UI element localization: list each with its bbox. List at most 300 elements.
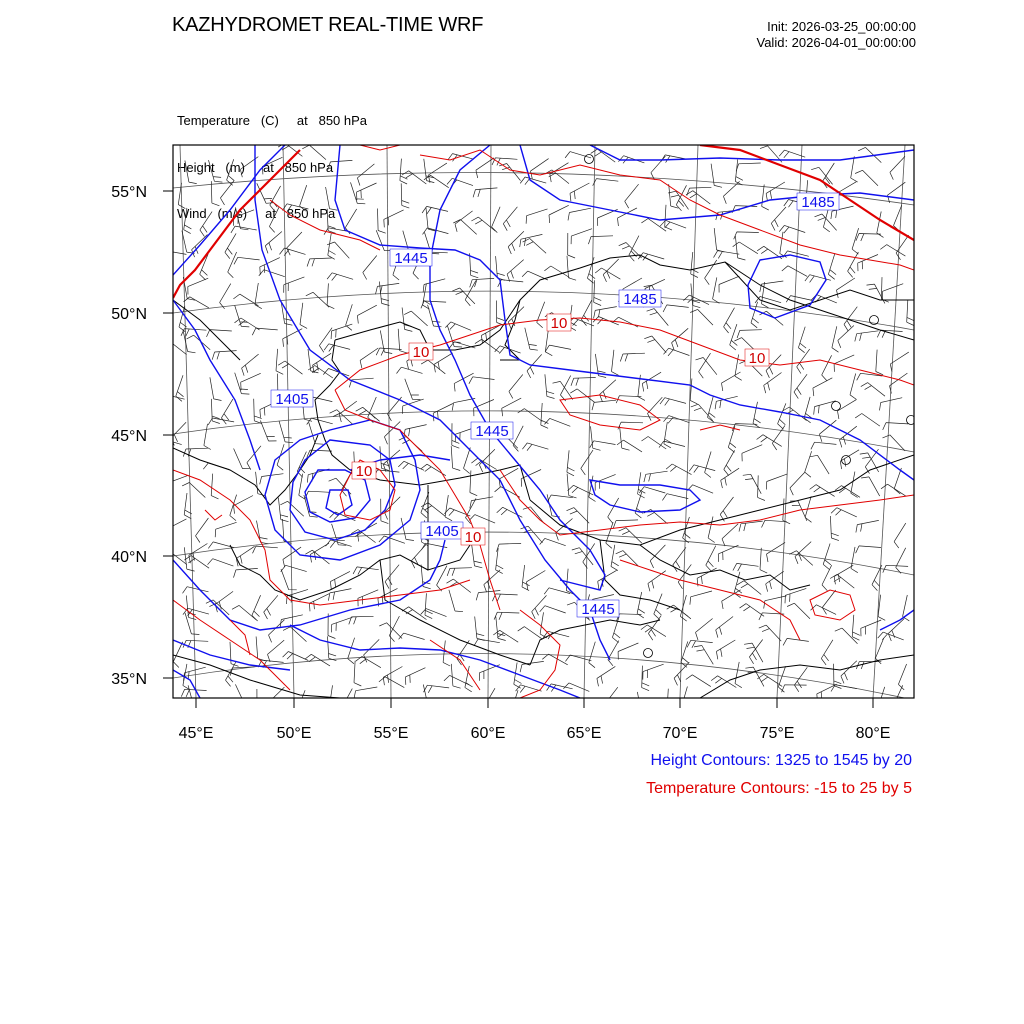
wind-barb	[619, 528, 642, 543]
wind-barb	[722, 524, 738, 546]
wind-barb	[523, 239, 547, 254]
lon-label: 55°E	[373, 725, 409, 742]
wind-barb	[526, 209, 547, 224]
wind-barb	[766, 571, 784, 591]
wind-barb	[753, 402, 761, 428]
wind-barb	[691, 404, 713, 421]
wind-barb	[880, 398, 903, 411]
wind-barb	[327, 273, 353, 281]
wind-barb	[368, 397, 377, 423]
wind-barb	[385, 565, 399, 589]
wind-barb	[156, 438, 182, 444]
wind-barb	[570, 389, 594, 402]
wind-barb	[804, 397, 812, 423]
wind-barb	[211, 181, 219, 206]
wind-barb	[476, 158, 494, 178]
wind-barb	[405, 379, 421, 400]
wind-barb	[644, 336, 666, 353]
wind-barb	[445, 495, 452, 521]
wind-barb	[235, 684, 252, 704]
wind-barb	[613, 317, 639, 327]
wind-barb	[861, 620, 881, 636]
wind-barb	[890, 373, 908, 393]
wind-barb	[168, 475, 189, 491]
wind-barb	[234, 449, 251, 469]
wind-barb	[209, 160, 223, 182]
wind-barb	[401, 183, 409, 208]
lat-label: 55°N	[111, 184, 147, 201]
wind-barb	[696, 619, 713, 641]
wind-barb	[835, 486, 860, 498]
wind-barb	[511, 690, 518, 716]
wind-barb	[594, 307, 617, 319]
wind-barb	[751, 302, 759, 328]
wind-barb	[705, 260, 717, 285]
height-label: 1405	[425, 523, 459, 540]
wind-barb	[736, 163, 761, 171]
wind-barb	[299, 474, 306, 500]
wind-barb	[475, 617, 485, 641]
wind-barb	[423, 279, 445, 293]
wind-barb	[724, 308, 735, 333]
wind-barb	[449, 590, 463, 612]
wind-barb	[835, 628, 858, 644]
wind-barb	[330, 571, 350, 589]
wind-barb	[457, 640, 469, 665]
wind-barb	[423, 685, 436, 708]
wind-barb	[496, 548, 504, 574]
wind-barb	[496, 617, 506, 641]
wind-barb	[838, 326, 854, 348]
wind-barb	[620, 426, 630, 450]
wind-barb	[283, 627, 306, 642]
wind-barb	[184, 297, 209, 308]
wind-barb	[260, 421, 276, 442]
wind-barb	[785, 588, 806, 603]
wind-barb	[469, 377, 495, 384]
wind-barb	[647, 309, 669, 326]
wind-barb	[878, 687, 885, 713]
lon-label: 80°E	[855, 725, 891, 742]
wind-barb	[830, 516, 839, 541]
wind-barb	[735, 236, 745, 260]
wind-barb	[518, 627, 543, 640]
wind-barb	[706, 546, 716, 572]
wind-barb	[723, 181, 739, 203]
wind-barb	[302, 145, 326, 160]
wind-barb	[837, 278, 855, 298]
wind-barb	[508, 231, 524, 254]
wind-barb	[764, 596, 787, 609]
wind-barb	[469, 515, 495, 524]
wind-barb	[328, 589, 351, 601]
valid-time: Valid: 2026-04-01_00:00:00	[756, 35, 916, 50]
wind-barb	[549, 205, 569, 223]
wind-barb	[211, 399, 219, 424]
wind-barb	[404, 425, 427, 438]
wind-barb	[598, 209, 618, 226]
wind-barb	[255, 283, 262, 309]
wind-barb	[522, 443, 548, 451]
wind-barb	[507, 260, 524, 282]
wind-barb	[307, 258, 332, 267]
wind-barb	[502, 398, 522, 416]
wind-barb	[635, 492, 643, 518]
wind-barb	[637, 592, 645, 618]
wind-barb	[832, 326, 839, 352]
wind-barb	[771, 207, 786, 231]
wind-barb	[332, 524, 347, 545]
lon-label: 70°E	[662, 725, 698, 742]
wind-barb	[232, 605, 256, 619]
wind-barb	[471, 217, 495, 231]
wind-barb	[544, 418, 570, 426]
wind-barb	[499, 164, 520, 181]
wind-barb	[265, 232, 282, 254]
wind-barb	[699, 353, 711, 378]
wind-barb	[348, 638, 355, 664]
wind-barb	[182, 231, 195, 254]
wind-barb	[716, 640, 735, 659]
wind-barb	[618, 208, 638, 226]
wind-barb	[782, 266, 807, 277]
wind-barb	[667, 689, 674, 714]
wind-barb	[513, 426, 523, 452]
wind-barb	[760, 548, 767, 573]
wind-barb	[183, 330, 196, 353]
wind-barb	[484, 688, 495, 713]
height-label: 1405	[275, 391, 309, 408]
wind-barb	[787, 603, 810, 619]
wind-barb	[588, 236, 613, 244]
wind-barb	[167, 519, 187, 537]
wind-barb	[425, 593, 433, 618]
wind-barb	[591, 426, 601, 450]
wind-barb	[708, 517, 715, 543]
height-label: 1485	[623, 291, 657, 308]
wind-barb	[183, 608, 209, 616]
wind-barb	[757, 674, 782, 686]
wind-barb	[287, 589, 309, 604]
lat-label: 40°N	[111, 549, 147, 566]
wind-barb	[447, 326, 462, 347]
wind-barb	[383, 667, 402, 686]
lat-labels	[111, 184, 147, 688]
wind-barb	[196, 518, 209, 543]
wind-barb	[479, 665, 499, 681]
wind-barb	[544, 266, 569, 278]
wind-barb	[235, 305, 250, 327]
wind-barb	[183, 448, 208, 456]
wind-barb	[281, 565, 307, 571]
wind-barb	[388, 397, 402, 421]
wind-barb	[520, 177, 546, 185]
wind-barb	[740, 604, 765, 617]
wind-barb	[447, 568, 472, 576]
wind-barb	[225, 233, 236, 258]
wind-barb	[306, 292, 329, 307]
wind-barb	[404, 311, 427, 326]
wind-barb	[357, 183, 377, 200]
wind-barb	[805, 451, 812, 477]
wind-barb	[378, 209, 386, 234]
wind-barb	[643, 664, 664, 679]
wind-barb	[840, 450, 859, 469]
wind-barb	[592, 400, 616, 410]
wind-barb	[257, 689, 265, 714]
wind-barb	[402, 607, 427, 620]
wind-barb	[434, 353, 453, 372]
wind-barb	[907, 300, 915, 325]
wind-barb	[188, 278, 208, 294]
wind-barb	[281, 569, 297, 590]
wind-barb	[686, 191, 710, 204]
wind-barb	[252, 328, 277, 335]
wind-barb	[681, 687, 689, 713]
wind-barb	[328, 160, 352, 169]
wind-barb	[716, 617, 733, 638]
wind-barb	[230, 642, 239, 667]
wind-barb	[215, 522, 236, 537]
wind-barb	[473, 188, 497, 197]
wind-barb	[708, 396, 716, 422]
temperature-contour-labels	[352, 314, 769, 546]
wind-barb	[453, 220, 476, 235]
wind-barb	[713, 277, 720, 303]
wind-barb	[331, 324, 352, 339]
wind-barb	[767, 474, 788, 490]
wind-barb	[594, 280, 602, 305]
wind-barb	[212, 351, 236, 360]
height-legend: Height Contours: 1325 to 1545 by 20	[650, 752, 912, 769]
temperature-label: 10	[355, 463, 373, 480]
wind-barb	[220, 284, 231, 309]
wind-barb	[448, 154, 474, 162]
height-label: 1445	[475, 423, 509, 440]
wind-barb	[354, 661, 361, 686]
wind-barb	[452, 398, 475, 410]
wind-barb	[182, 483, 205, 498]
wind-barb	[794, 374, 807, 398]
wind-barb	[234, 568, 258, 577]
wind-barb	[349, 378, 373, 387]
wind-barb	[841, 661, 857, 684]
wind-barb	[678, 564, 691, 588]
wind-barb	[307, 469, 329, 483]
wind-barb	[644, 471, 668, 482]
wind-barb	[421, 360, 445, 374]
wind-barb	[358, 523, 377, 541]
wind-barb	[674, 662, 689, 685]
wind-barb	[568, 208, 591, 220]
wind-barb	[616, 614, 641, 621]
wind-barb	[204, 424, 211, 450]
wind-barb	[718, 545, 738, 562]
wind-barb	[328, 636, 337, 660]
wind-barb	[567, 450, 575, 476]
lon-label: 65°E	[566, 725, 602, 742]
wind-barb	[637, 692, 649, 715]
wind-barb	[421, 503, 445, 517]
wind-barb	[855, 331, 879, 342]
wind-barb	[786, 296, 812, 303]
wind-barb	[421, 301, 446, 308]
wind-barb	[162, 341, 186, 355]
wind-barb	[184, 208, 192, 234]
wind-barb	[327, 209, 335, 234]
wind-barb	[521, 526, 543, 543]
height-label: 1485	[801, 194, 835, 211]
wind-barb	[587, 257, 595, 283]
temperature-label: 10	[464, 529, 482, 546]
wind-barb	[256, 637, 265, 661]
wind-barb	[811, 442, 837, 449]
wind-barb	[815, 214, 837, 230]
wind-barb	[287, 232, 302, 255]
wind-barb	[724, 450, 735, 475]
wind-barb	[705, 452, 712, 478]
wind-barb	[611, 545, 619, 571]
wind-barb	[851, 156, 858, 182]
wind-barb	[734, 232, 759, 239]
wind-barb	[351, 182, 366, 203]
wind-barb	[629, 236, 639, 262]
wind-barb	[664, 422, 672, 448]
wind-barb	[210, 377, 222, 400]
wind-barb	[405, 668, 425, 685]
lat-label: 45°N	[111, 428, 147, 445]
wind-barbs	[156, 143, 915, 716]
wind-barb	[257, 521, 269, 544]
init-time: Init: 2026-03-25_00:00:00	[767, 19, 916, 34]
wind-barb	[782, 685, 807, 692]
map-content	[156, 143, 916, 716]
lat-label: 50°N	[111, 306, 147, 323]
wind-barb	[834, 355, 854, 372]
wind-barb	[728, 426, 736, 452]
wind-barb	[310, 543, 329, 562]
lon-label: 75°E	[759, 725, 795, 742]
field-height: Height (m) at 850 hPa	[177, 159, 334, 175]
wind-barb	[498, 280, 524, 287]
wind-barb	[183, 587, 209, 594]
wind-barb	[241, 373, 261, 390]
wind-barb	[861, 477, 880, 496]
wind-barb	[550, 163, 569, 182]
wind-barb	[689, 465, 715, 473]
wind-barb	[518, 409, 543, 422]
wind-barb	[861, 383, 885, 397]
wind-barb	[376, 230, 392, 250]
wind-barb	[737, 330, 762, 338]
wind-barb	[545, 374, 555, 398]
wind-barb	[452, 288, 475, 304]
wind-barb	[676, 185, 686, 211]
wind-barb	[494, 612, 519, 620]
wind-barb	[830, 574, 854, 588]
wind-barb	[509, 375, 523, 399]
wind-barb	[860, 453, 879, 472]
wind-barb	[308, 366, 333, 379]
wind-barb	[508, 307, 524, 330]
wind-barb	[790, 472, 805, 495]
wind-barb	[280, 248, 306, 256]
wind-barb	[732, 206, 757, 213]
wind-barb	[828, 253, 836, 279]
temperature-label: 10	[412, 344, 430, 361]
wind-barb	[540, 606, 566, 613]
wind-barb	[399, 633, 425, 639]
wind-barb	[545, 330, 552, 356]
wind-barb	[810, 455, 829, 474]
wind-barb	[604, 687, 617, 711]
wind-barb	[608, 641, 619, 666]
wind-barb	[721, 468, 739, 488]
lon-label: 45°E	[178, 725, 214, 742]
wind-barb	[663, 305, 689, 312]
wind-barb	[855, 414, 880, 427]
wind-barb	[877, 212, 884, 238]
wind-barb	[831, 508, 857, 517]
wind-barb	[856, 234, 881, 242]
wind-barb	[357, 305, 376, 323]
wind-barb	[484, 570, 500, 592]
wind-barb	[283, 547, 301, 567]
wind-barb	[711, 676, 736, 688]
wind-barb	[767, 542, 786, 562]
wind-barb	[264, 595, 278, 619]
temperature-label: 10	[550, 315, 568, 332]
lon-label: 60°E	[470, 725, 506, 742]
wind-barb	[822, 565, 832, 591]
wind-barb	[720, 497, 733, 521]
wind-barb	[625, 184, 639, 208]
wind-barb	[257, 183, 274, 203]
wind-barb	[503, 207, 517, 231]
wind-barb	[276, 349, 283, 374]
wind-barb	[686, 675, 711, 687]
wind-barb	[744, 643, 763, 662]
wind-barb	[664, 348, 690, 356]
temperature-label: 10	[748, 350, 766, 367]
wind-barb	[850, 374, 857, 400]
wind-barb	[593, 179, 619, 186]
wind-barb	[400, 159, 408, 184]
wind-barb	[326, 540, 352, 548]
wind-barb	[795, 542, 811, 564]
wind-barb	[379, 677, 404, 688]
wind-barb	[758, 475, 765, 500]
wind-barb	[260, 474, 284, 485]
wind-barb	[838, 400, 857, 419]
map-title: KAZHYDROMET REAL-TIME WRF	[172, 14, 484, 36]
wind-barb	[894, 468, 901, 494]
wind-barb	[798, 327, 806, 353]
wind-barb	[279, 421, 293, 443]
wind-barb	[683, 517, 691, 543]
wind-barb	[662, 494, 688, 501]
wind-barb	[730, 324, 738, 350]
wind-barb	[612, 350, 619, 376]
wind-barb	[880, 245, 905, 257]
wind-barb	[328, 234, 336, 260]
wind-barb	[823, 544, 831, 570]
wind-barb	[537, 302, 545, 328]
wind-barb	[757, 435, 782, 447]
wind-barb	[235, 373, 250, 394]
graticule	[173, 145, 914, 700]
wind-barb	[493, 630, 518, 642]
